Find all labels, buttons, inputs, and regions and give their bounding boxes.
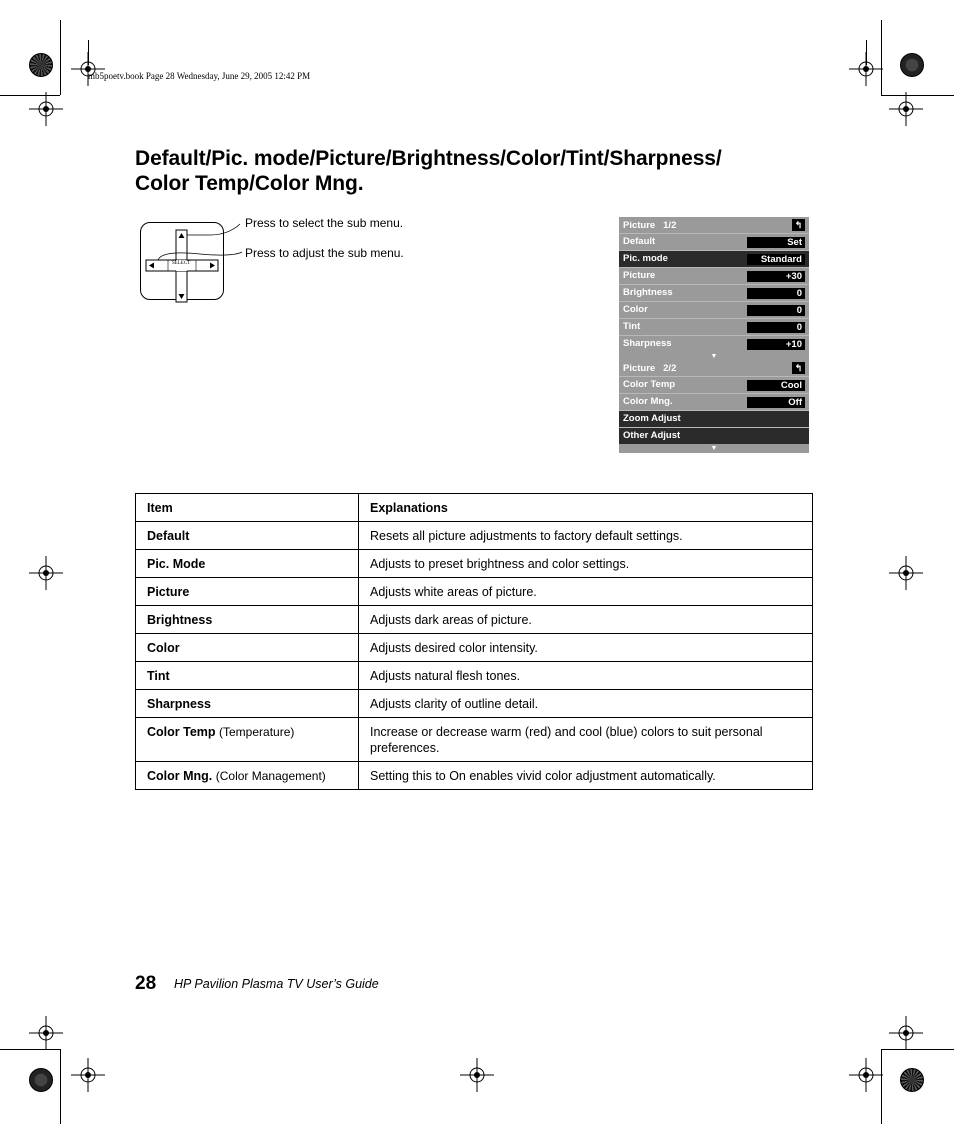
registration-mark-icon	[889, 556, 923, 590]
osd-row-picture[interactable]: Picture +30	[619, 267, 809, 284]
registration-mark-icon	[849, 52, 883, 86]
callout-adjust-sub-menu: Press to adjust the sub menu.	[245, 246, 404, 260]
osd-row-color[interactable]: Color 0	[619, 301, 809, 318]
item-cell: Default	[136, 522, 359, 550]
registration-mark-icon	[29, 92, 63, 126]
explanation-cell: Adjusts clarity of outline detail.	[359, 690, 813, 718]
table-row	[136, 522, 813, 550]
osd-title: Picture 2/2	[623, 363, 677, 374]
column-header-explanations: Explanations	[359, 494, 813, 522]
item-cell: Brightness	[136, 606, 359, 634]
table-row	[136, 718, 813, 762]
item-cell: Pic. Mode	[136, 550, 359, 578]
table-row	[136, 690, 813, 718]
table-row	[136, 634, 813, 662]
table-row	[136, 762, 813, 790]
solid-target-icon	[900, 53, 924, 77]
osd-title: Picture 1/2	[623, 220, 677, 231]
table-row	[136, 606, 813, 634]
return-arrow-icon[interactable]: ↰	[792, 219, 805, 231]
item-cell: Color Mng. (Color Management)	[136, 762, 359, 790]
osd-row-sharpness[interactable]: Sharpness +10	[619, 335, 809, 352]
explanation-cell: Adjusts dark areas of picture.	[359, 606, 813, 634]
item-cell: Sharpness	[136, 690, 359, 718]
osd-header	[619, 360, 809, 376]
callout-select-sub-menu: Press to select the sub menu.	[245, 216, 404, 230]
osd-row-other-adjust[interactable]: Other Adjust	[619, 427, 809, 444]
item-cell: Color Temp (Temperature)	[136, 718, 359, 762]
registration-mark-icon	[889, 92, 923, 126]
osd-row-pic-mode[interactable]: Pic. mode Standard	[619, 250, 809, 267]
file-info-line: mb5poetv.book Page 28 Wednesday, June 29, 2005 12:42 PM	[88, 71, 311, 81]
registration-mark-icon	[71, 1058, 105, 1092]
registration-mark-icon	[29, 556, 63, 590]
table-row	[136, 550, 813, 578]
item-note: (Temperature)	[219, 725, 295, 739]
starburst-target-icon	[900, 1068, 924, 1092]
item-cell: Color	[136, 634, 359, 662]
explanation-cell: Adjusts to preset brightness and color settings.	[359, 550, 813, 578]
item-cell: Tint	[136, 662, 359, 690]
table-row	[136, 578, 813, 606]
select-button-label: SELECT	[172, 261, 191, 266]
registration-mark-icon	[29, 1016, 63, 1050]
starburst-target-icon	[29, 53, 53, 77]
guide-title: HP Pavilion Plasma TV User’s Guide	[174, 977, 379, 991]
scroll-down-arrow-icon[interactable]: ▼	[710, 445, 718, 452]
osd-menu-page-2	[619, 360, 809, 453]
item-cell: Picture	[136, 578, 359, 606]
registration-mark-icon	[889, 1016, 923, 1050]
explanation-cell: Resets all picture adjustments to factory default settings.	[359, 522, 813, 550]
table-row	[136, 662, 813, 690]
osd-row-color-mng[interactable]: Color Mng. Off	[619, 393, 809, 410]
page-title-line-2: Color Temp/Color Mng.	[135, 172, 364, 195]
explanation-cell: Increase or decrease warm (red) and cool (blue) colors to suit personal preferences.	[359, 718, 813, 762]
osd-row-brightness[interactable]: Brightness 0	[619, 284, 809, 301]
registration-mark-icon	[849, 1058, 883, 1092]
osd-row-default[interactable]: Default Set	[619, 233, 809, 250]
registration-mark-icon	[460, 1058, 494, 1092]
explanation-cell: Adjusts natural flesh tones.	[359, 662, 813, 690]
page-title-line-1: Default/Pic. mode/Picture/Brightness/Color/Tint/Sharpness/	[135, 147, 722, 170]
page-number: 28	[135, 973, 157, 994]
page-title	[135, 146, 722, 196]
table-header-row	[136, 494, 813, 522]
dpad-icon	[140, 222, 250, 307]
explanation-cell: Adjusts white areas of picture.	[359, 578, 813, 606]
osd-row-tint[interactable]: Tint 0	[619, 318, 809, 335]
osd-row-color-temp[interactable]: Color Temp Cool	[619, 376, 809, 393]
solid-target-icon	[29, 1068, 53, 1092]
item-note: (Color Management)	[215, 769, 326, 783]
osd-row-zoom-adjust[interactable]: Zoom Adjust	[619, 410, 809, 427]
explanation-cell: Adjusts desired color intensity.	[359, 634, 813, 662]
return-arrow-icon[interactable]: ↰	[792, 362, 805, 374]
explanations-table	[135, 493, 813, 790]
osd-menu-page-1	[619, 217, 809, 361]
column-header-item: Item	[136, 494, 359, 522]
osd-header	[619, 217, 809, 233]
scroll-down-arrow-icon[interactable]: ▼	[710, 353, 718, 360]
explanation-cell: Setting this to On enables vivid color adjustment automatically.	[359, 762, 813, 790]
